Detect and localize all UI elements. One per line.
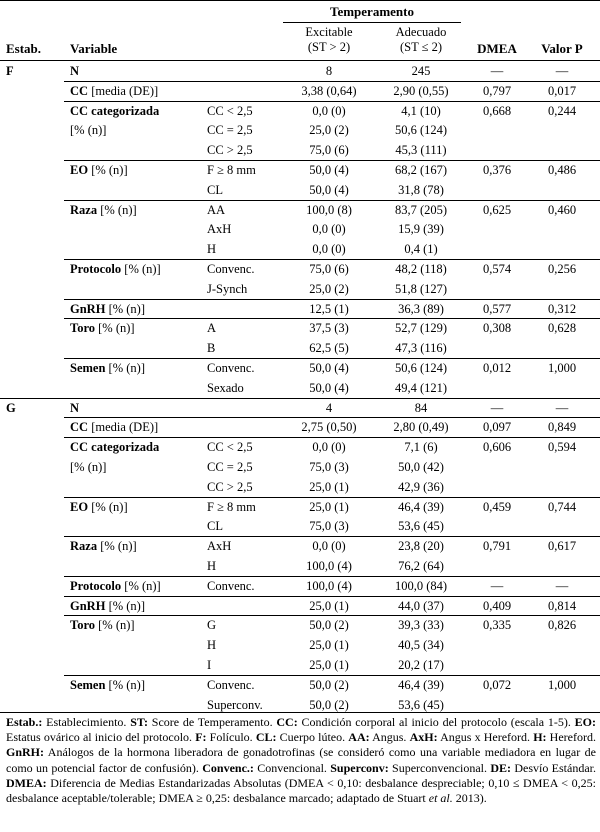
variable-label (70, 360, 145, 376)
variable-name: Semen (70, 361, 106, 375)
dmea-value (470, 558, 524, 574)
category-cell: I (207, 658, 212, 672)
adecuado-value: 2,80 (0,49) (393, 420, 449, 434)
variable-name: Toro (70, 618, 96, 632)
dmea-value: 0,335 (482, 618, 512, 632)
excitable-value: 50,0 (2) (309, 678, 349, 692)
row-divider (64, 81, 600, 82)
dmea-value (470, 657, 524, 673)
variable-label (70, 320, 135, 336)
header-estab: Estab. (6, 41, 42, 56)
variable-unit: [% (n)] (97, 203, 137, 217)
footnote-definition: 2013). (452, 791, 487, 806)
excitable-value: 100,0 (4) (306, 579, 352, 593)
category-cell: H (207, 638, 217, 652)
variable-label (70, 578, 161, 594)
category-cell: A (207, 321, 217, 335)
row-divider (64, 437, 600, 438)
variable-name: Toro (70, 321, 96, 335)
row-divider (64, 497, 600, 498)
row-divider (64, 615, 600, 616)
variable-label (70, 103, 159, 119)
header-adecuado-name: Adecuado (395, 25, 447, 39)
excitable-value: 2,75 (0,50) (301, 420, 357, 434)
dmea-value: — (490, 64, 504, 78)
variable-unit: [% (n)] (105, 302, 146, 316)
category-cell: H (207, 242, 217, 256)
excitable-value: 25,0 (1) (309, 480, 349, 494)
header-excitable-range: (ST > 2) (307, 40, 351, 54)
dmea-value (470, 281, 524, 297)
dmea-value: 0,797 (482, 84, 512, 98)
footnote-abbreviation: Superconv: (330, 760, 389, 775)
p-value (530, 459, 594, 475)
dmea-value: 0,574 (482, 262, 512, 276)
variable-name: N (70, 64, 80, 78)
footnote-abbreviation: F: (195, 730, 207, 745)
row-divider (64, 101, 600, 102)
dmea-value (470, 142, 524, 158)
row-divider (64, 160, 600, 161)
variable-name: CC categorizada (70, 104, 160, 118)
excitable-value: 25,0 (1) (309, 658, 349, 672)
variable-unit: [media (DE)] (88, 420, 159, 434)
category-cell: Convenc. (207, 361, 255, 375)
excitable-value: 50,0 (2) (309, 698, 349, 712)
footnote-abbreviation: H: (533, 730, 547, 745)
category-cell: J-Synch (207, 282, 248, 296)
table-bottom-rule (0, 712, 600, 713)
p-value: 0,017 (547, 84, 577, 98)
variable-name: Semen (70, 678, 106, 692)
footnote-definition: Desvío Estándar. (511, 760, 596, 775)
excitable-value: 75,0 (3) (309, 460, 349, 474)
excitable-value: 4 (325, 401, 333, 415)
excitable-value: 0,0 (0) (312, 539, 346, 553)
adecuado-value: 48,2 (118) (395, 262, 447, 276)
footnote-italic: et al. (428, 791, 453, 806)
dmea-value: 0,308 (482, 321, 512, 335)
excitable-value: 50,0 (4) (309, 163, 349, 177)
dmea-value (470, 380, 524, 396)
footnote-definition: Superconvencional. (388, 760, 491, 775)
header-adecuado (377, 25, 465, 55)
footnote-definition: Angus. (369, 730, 410, 745)
variable-label (70, 63, 79, 79)
variable-unit: [% (n)] (88, 163, 128, 177)
p-value: 0,826 (547, 618, 577, 632)
adecuado-value: 31,8 (78) (398, 183, 444, 197)
row-divider (64, 299, 600, 300)
footnote-definition: Angus x Hereford. (437, 730, 534, 745)
variable-label (70, 677, 145, 693)
p-value (530, 340, 594, 356)
adecuado-value: 49,4 (121) (394, 381, 448, 395)
variable-name: N (70, 401, 80, 415)
p-value (530, 558, 594, 574)
category-cell: CC > 2,5 (207, 143, 253, 157)
footnote-definition: Hereford. (546, 730, 596, 745)
dmea-value (470, 479, 524, 495)
estab-label: F (6, 64, 14, 78)
p-value (530, 657, 594, 673)
category-cell: CC > 2,5 (207, 480, 253, 494)
adecuado-value: 53,6 (45) (398, 519, 444, 533)
variable-name: Protocolo (70, 579, 122, 593)
dmea-value (470, 697, 524, 713)
variable-unit: [% (n)] (105, 361, 145, 375)
dmea-value: 0,577 (482, 302, 512, 316)
category-cell: CC = 2,5 (207, 123, 253, 137)
variable-name: CC (70, 84, 89, 98)
category-cell: F ≥ 8 mm (207, 500, 256, 514)
p-value: — (555, 401, 569, 415)
adecuado-value: 100,0 (84) (394, 579, 448, 593)
variable-unit: [% (n)] (95, 618, 135, 632)
p-value: 1,000 (547, 678, 577, 692)
category-cell: AA (207, 203, 226, 217)
footnote-abbreviation: AxH: (409, 730, 438, 745)
variable-label (70, 400, 79, 416)
footnote-definition: Estatus ovárico al inicio del protocolo. (6, 730, 196, 745)
dmea-value: 0,668 (482, 104, 512, 118)
category-cell: H (207, 559, 217, 573)
row-divider (64, 536, 600, 537)
adecuado-value: 39,3 (33) (398, 618, 444, 632)
excitable-value: 50,0 (4) (309, 361, 349, 375)
p-value (530, 380, 594, 396)
p-value: 0,849 (547, 420, 577, 434)
footnote-abbreviation: DE: (490, 760, 512, 775)
footnote-definition: Establecimiento. (42, 715, 131, 729)
excitable-value: 8 (325, 64, 333, 78)
dmea-value: 0,012 (482, 361, 512, 375)
footnote-abbreviation: CC: (276, 715, 298, 729)
variable-label (70, 617, 135, 633)
header-bottom-rule (0, 60, 600, 61)
row-divider (64, 259, 600, 260)
p-value (530, 241, 594, 257)
category-cell: CL (207, 519, 223, 533)
row-divider (64, 596, 600, 597)
p-value: 0,617 (547, 539, 577, 553)
p-value: 0,594 (547, 440, 577, 454)
excitable-value: 25,0 (2) (309, 123, 349, 137)
p-value: 0,244 (547, 104, 577, 118)
header-temperamento-rule (283, 22, 461, 23)
variable-name: EO (70, 163, 89, 177)
dmea-value: 0,459 (482, 500, 512, 514)
dmea-value (470, 122, 524, 138)
footnote-abbreviation: EO: (574, 715, 596, 729)
footnote-abbreviation: ST: (130, 715, 149, 729)
variable-name: GnRH (70, 302, 106, 316)
footnote-definition: Diferencia de Medias Estandarizadas Absolutas (DMEA < 0,10: desbalance despreciable; 0,10 ≤ DMEA < 0,25: desbalance aceptable/tolerable; DMEA ≥ 0,25: desbalance marcado; adaptado de Stuart (6, 775, 596, 806)
row-divider (64, 200, 600, 201)
adecuado-value: 47,3 (116) (395, 341, 447, 355)
excitable-value: 25,0 (1) (309, 599, 349, 613)
adecuado-value: 46,4 (39) (398, 678, 444, 692)
variable-label (70, 459, 106, 475)
dmea-value (470, 637, 524, 653)
footnote-definition: Convencional. (253, 760, 331, 775)
p-value (530, 697, 594, 713)
variable-unit: [media (DE)] (88, 84, 159, 98)
variable-name: Raza (70, 203, 98, 217)
dmea-value (470, 241, 524, 257)
excitable-value: 75,0 (6) (309, 143, 349, 157)
footnote-definition: Análogos de la hormona liberadora de gonadotrofinas (se consideró como una variable mediadora en lugar de como un potencial factor de confusión). (6, 745, 596, 775)
excitable-value: 50,0 (2) (309, 618, 349, 632)
row-divider (64, 358, 600, 359)
adecuado-value: 44,0 (37) (398, 599, 444, 613)
dmea-value (470, 459, 524, 475)
variable-name: CC (70, 420, 89, 434)
adecuado-value: 42,9 (36) (398, 480, 444, 494)
p-value (530, 142, 594, 158)
footnote-abbreviation: GnRH: (6, 745, 45, 760)
variable-label (70, 122, 106, 138)
variable-unit: [% (n)] (105, 599, 146, 613)
dmea-value (470, 518, 524, 534)
variable-name: Raza (70, 539, 98, 553)
adecuado-value: 50,6 (124) (394, 361, 448, 375)
footnote-abbreviation: CL: (255, 730, 277, 745)
footnote-definition: Cuerpo lúteo. (276, 730, 349, 745)
table-top-rule (0, 0, 600, 1)
p-value: 0,460 (547, 203, 577, 217)
p-value: 0,628 (547, 321, 577, 335)
dmea-value (470, 182, 524, 198)
adecuado-value: 2,90 (0,55) (393, 84, 449, 98)
variable-label (70, 162, 128, 178)
variable-label (70, 538, 137, 554)
adecuado-value: 68,2 (167) (394, 163, 448, 177)
p-value: 1,000 (547, 361, 577, 375)
adecuado-value: 50,0 (42) (398, 460, 444, 474)
variable-label (70, 83, 158, 99)
adecuado-value: 84 (414, 401, 428, 415)
dmea-value: 0,072 (482, 678, 512, 692)
footnote-abbreviation: Estab.: (6, 715, 43, 729)
category-cell: B (207, 341, 216, 355)
excitable-value: 100,0 (4) (306, 559, 352, 573)
excitable-value: 62,5 (5) (309, 341, 349, 355)
p-value (530, 518, 594, 534)
excitable-value: 25,0 (1) (309, 500, 349, 514)
dmea-value: — (490, 579, 504, 593)
category-cell: CC < 2,5 (207, 440, 253, 454)
adecuado-value: 76,2 (64) (398, 559, 444, 573)
variable-label (70, 439, 159, 455)
category-cell: AxH (207, 222, 232, 236)
variable-label (70, 202, 137, 218)
variable-label (70, 499, 128, 515)
variable-unit: [% (n)] (97, 539, 137, 553)
adecuado-value: 53,6 (45) (398, 698, 444, 712)
dmea-value: 0,791 (482, 539, 512, 553)
dmea-value: 0,625 (482, 203, 512, 217)
category-cell: Sexado (207, 381, 244, 395)
category-cell: G (207, 618, 217, 632)
category-cell: F ≥ 8 mm (207, 163, 256, 177)
p-value: 0,486 (547, 163, 577, 177)
excitable-value: 100,0 (8) (306, 203, 352, 217)
variable-label (70, 598, 145, 614)
variable-name: GnRH (70, 599, 106, 613)
adecuado-value: 51,8 (127) (394, 282, 448, 296)
dmea-value: 0,097 (482, 420, 512, 434)
header-adecuado-range: (ST ≤ 2) (399, 40, 443, 54)
header-valor-p: Valor P (541, 41, 583, 56)
excitable-value: 50,0 (4) (309, 381, 349, 395)
p-value (530, 221, 594, 237)
p-value: 0,312 (547, 302, 577, 316)
adecuado-value: 15,9 (39) (398, 222, 444, 236)
estab-label: G (6, 401, 16, 415)
variable-unit: [% (n)] (70, 123, 107, 137)
variable-unit: [% (n)] (105, 678, 145, 692)
p-value (530, 479, 594, 495)
adecuado-value: 52,7 (129) (394, 321, 448, 335)
row-divider (64, 417, 600, 418)
category-cell: Superconv. (207, 698, 263, 712)
excitable-value: 75,0 (6) (309, 262, 349, 276)
adecuado-value: 40,5 (34) (398, 638, 444, 652)
excitable-value: 25,0 (1) (309, 638, 349, 652)
header-excitable (283, 25, 375, 55)
table-footnote (6, 715, 596, 806)
dmea-value (470, 340, 524, 356)
row-divider (64, 576, 600, 577)
category-cell: AxH (207, 539, 232, 553)
footnote-definition: Condición corporal al inicio del protocolo (escala 1-5). (297, 715, 575, 729)
category-cell: Convenc. (207, 579, 255, 593)
dmea-value: — (490, 401, 504, 415)
excitable-value: 75,0 (3) (309, 519, 349, 533)
variable-name: Protocolo (70, 262, 122, 276)
dmea-value (470, 221, 524, 237)
p-value: 0,814 (547, 599, 577, 613)
adecuado-value: 83,7 (205) (394, 203, 448, 217)
excitable-value: 37,5 (3) (309, 321, 349, 335)
variable-label (70, 261, 161, 277)
p-value (530, 122, 594, 138)
variable-unit: [% (n)] (95, 321, 135, 335)
p-value: — (555, 64, 569, 78)
footnote-abbreviation: Convenc.: (202, 760, 254, 775)
category-cell: CL (207, 183, 223, 197)
category-cell: Convenc. (207, 262, 255, 276)
excitable-value: 0,0 (0) (312, 222, 346, 236)
adecuado-value: 36,3 (89) (398, 302, 444, 316)
header-excitable-name: Excitable (305, 25, 353, 39)
dmea-value: 0,409 (482, 599, 512, 613)
adecuado-value: 7,1 (6) (404, 440, 438, 454)
variable-name: CC categorizada (70, 440, 160, 454)
footnote-abbreviation: AA: (348, 730, 370, 745)
variable-unit: [% (n)] (70, 460, 107, 474)
header-variable: Variable (70, 41, 118, 56)
excitable-value: 0,0 (0) (312, 440, 346, 454)
adecuado-value: 20,2 (17) (398, 658, 444, 672)
adecuado-value: 50,6 (124) (394, 123, 448, 137)
p-value: 0,744 (547, 500, 577, 514)
section-divider (0, 398, 600, 399)
header-temperamento: Temperamento (329, 4, 414, 19)
footnote-definition: Score de Temperamento. (148, 715, 277, 729)
variable-name: EO (70, 500, 89, 514)
excitable-value: 25,0 (2) (309, 282, 349, 296)
footnote-abbreviation: DMEA: (6, 775, 47, 790)
excitable-value: 12,5 (1) (309, 302, 349, 316)
p-value (530, 281, 594, 297)
row-divider (64, 318, 600, 319)
category-cell: CC < 2,5 (207, 104, 253, 118)
dmea-value: 0,606 (482, 440, 512, 454)
adecuado-value: 23,8 (20) (398, 539, 444, 553)
excitable-value: 3,38 (0,64) (301, 84, 357, 98)
variable-unit: [% (n)] (121, 579, 161, 593)
excitable-value: 0,0 (0) (312, 104, 346, 118)
p-value (530, 182, 594, 198)
p-value: — (555, 579, 569, 593)
p-value: 0,256 (547, 262, 577, 276)
header-dmea: DMEA (477, 41, 517, 56)
p-value (530, 637, 594, 653)
variable-unit: [% (n)] (121, 262, 161, 276)
adecuado-value: 4,1 (10) (401, 104, 441, 118)
adecuado-value: 46,4 (39) (398, 500, 444, 514)
category-cell: Convenc. (207, 678, 255, 692)
adecuado-value: 45,3 (111) (395, 143, 447, 157)
adecuado-value: 0,4 (1) (404, 242, 438, 256)
variable-unit: [% (n)] (88, 500, 128, 514)
variable-label (70, 301, 145, 317)
adecuado-value: 245 (411, 64, 431, 78)
excitable-value: 0,0 (0) (312, 242, 346, 256)
row-divider (64, 675, 600, 676)
dmea-value: 0,376 (482, 163, 512, 177)
footnote-definition: Folículo. (206, 730, 256, 745)
excitable-value: 50,0 (4) (309, 183, 349, 197)
variable-label (70, 419, 158, 435)
category-cell: CC = 2,5 (207, 460, 253, 474)
